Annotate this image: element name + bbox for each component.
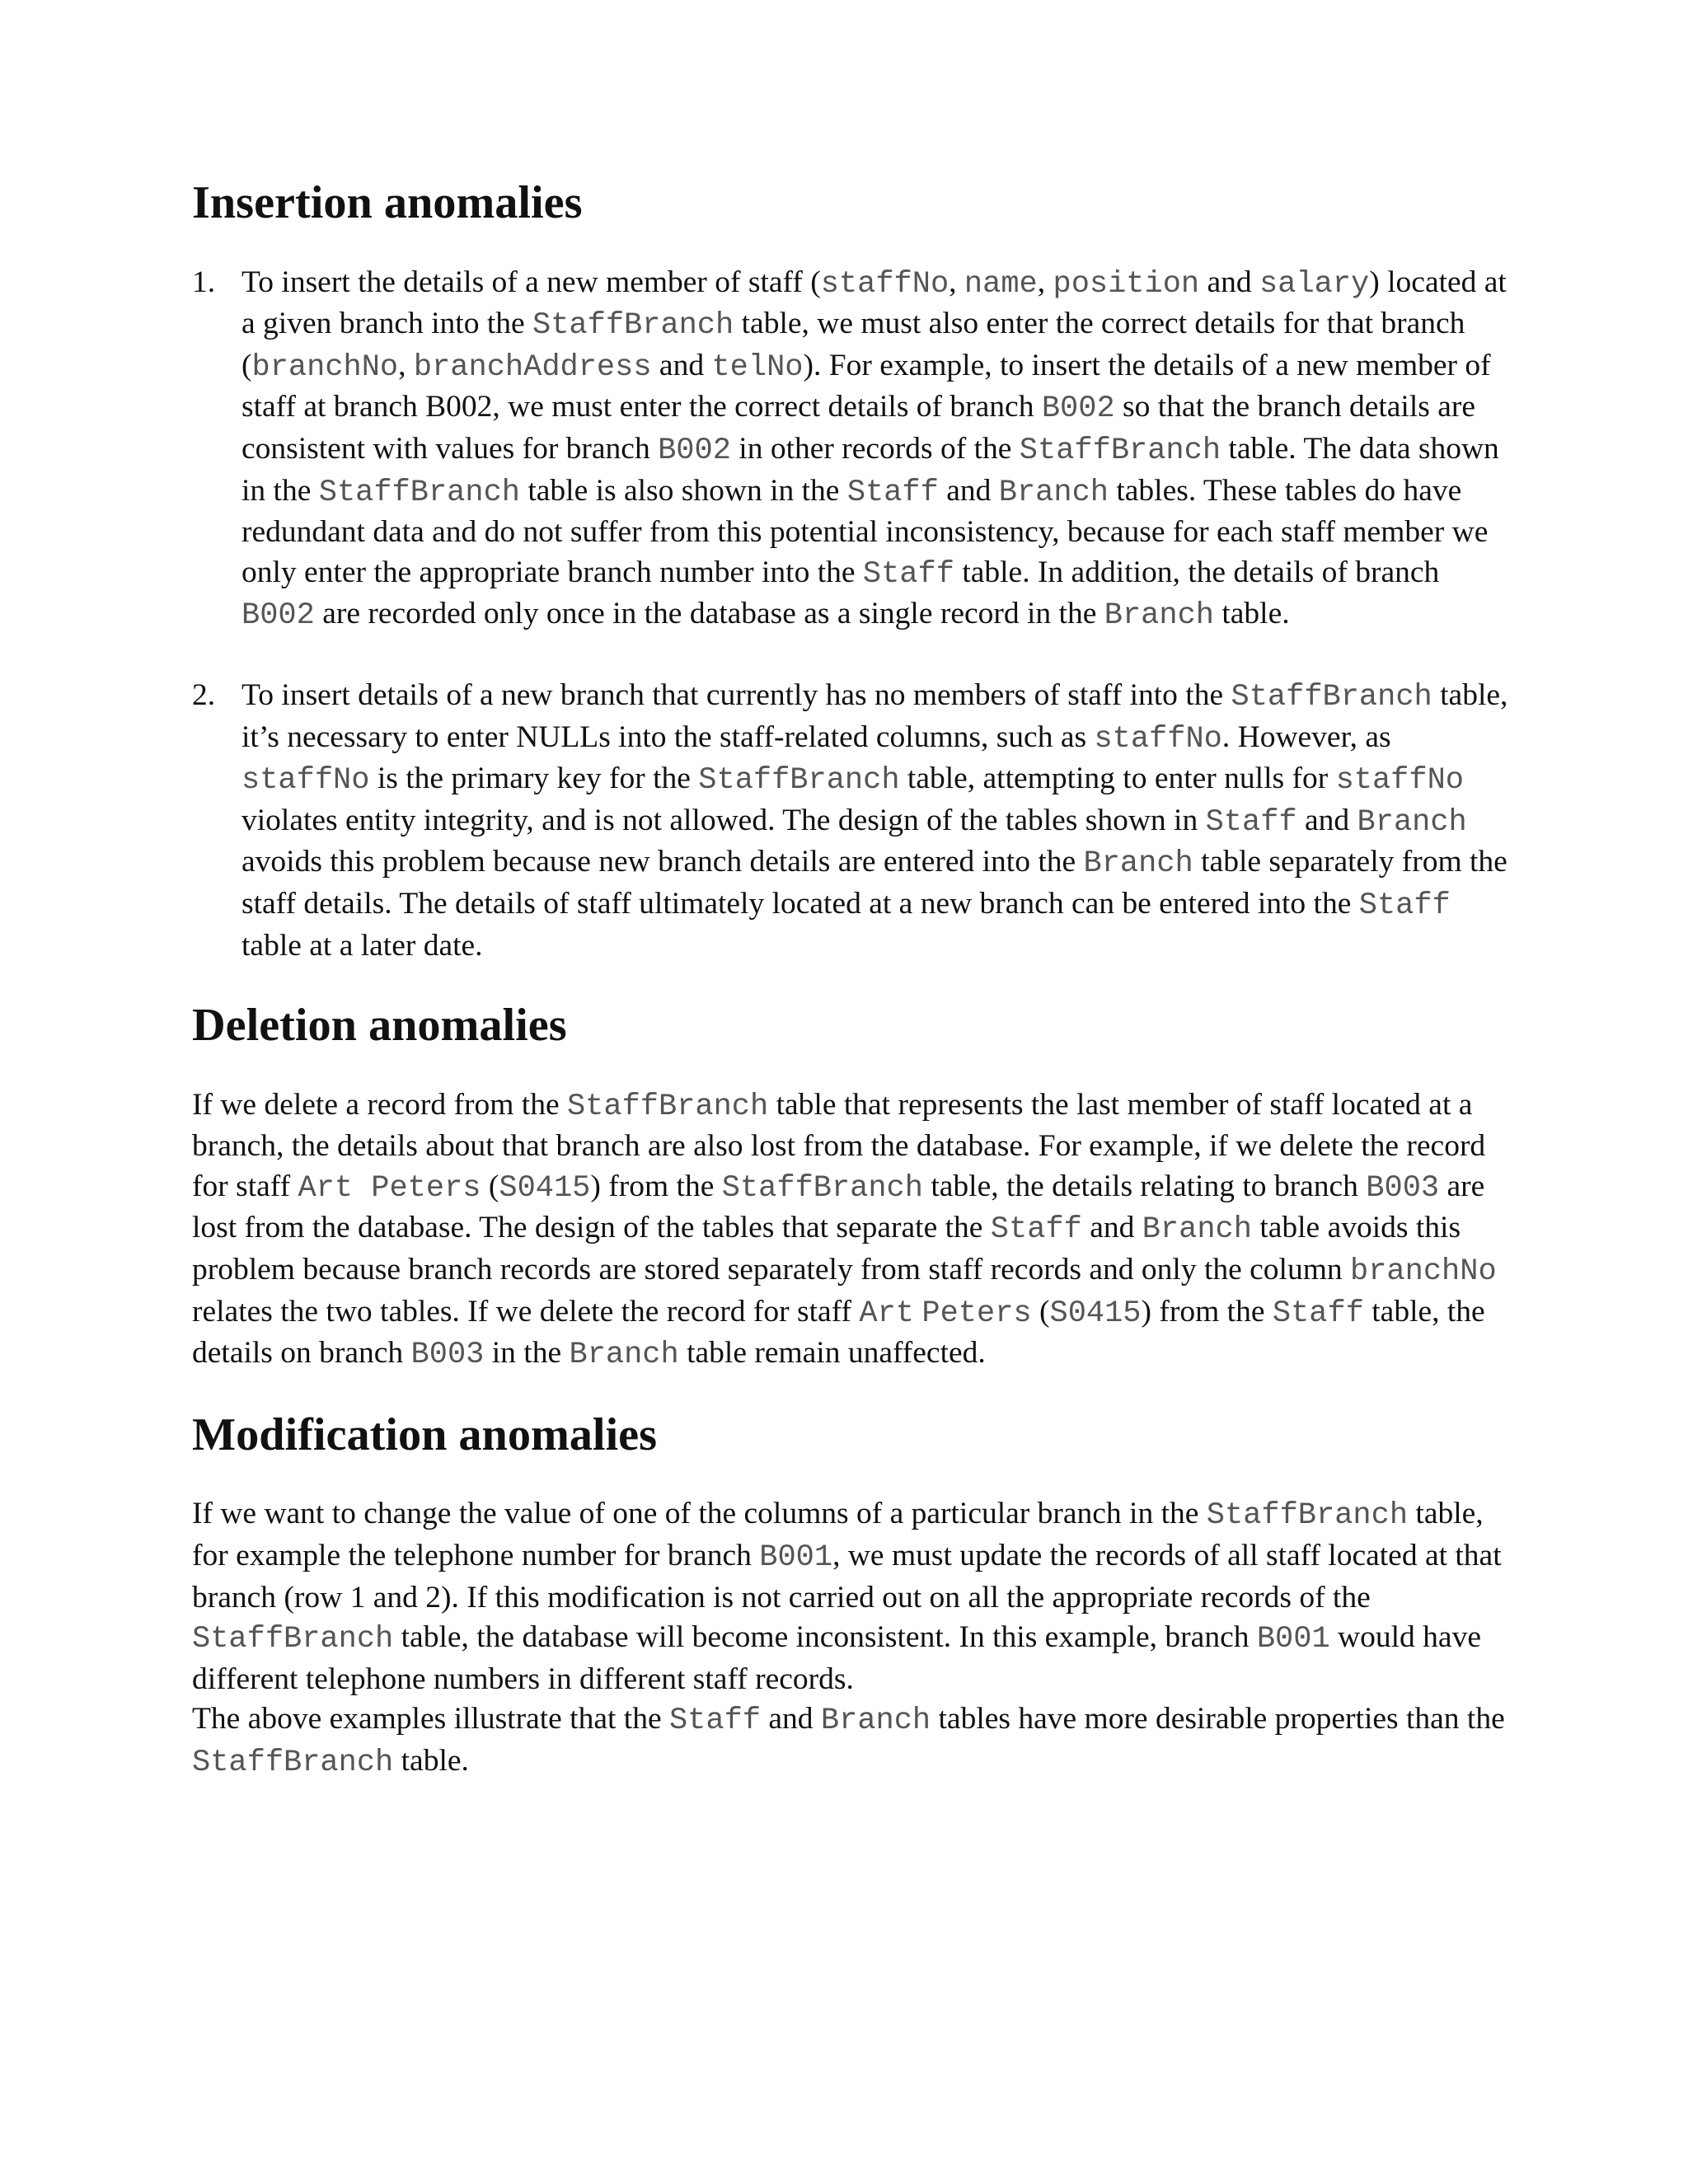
code-term: branchNo [1350,1254,1497,1290]
code-term: StaffBranch [1019,433,1221,468]
code-term: Staff [1358,888,1451,923]
code-term: staffNo [1094,721,1222,757]
code-term: StaffBranch [192,1622,394,1657]
code-term: StaffBranch [566,1089,769,1124]
code-term: Branch [1083,846,1193,882]
heading-insertion-anomalies: Insertion anomalies [192,177,583,228]
list-item-text: To insert the details of a new member of staff (staffNo, name, position and salary) located at a given branch into the StaffBranch table, we must also enter the correct details for that branch (branchNo, branchAddress and telNo). For example, to insert the details of a new member of staff at branch B002, we must enter the correct details of branch B002 so that the branch details are consistent with values for branch B002 in other records of the StaffBranch table. The data shown in the StaffBranch table is also shown in the Staff and Branch tables. These tables do have redundant data and do not suffer from this potential inconsistency, because for each staff member we only enter the appropriate branch number into the Staff table. In addition, the details of branch B002 are recorded only once in the database as a single record in the Branch table. [241,265,1507,634]
code-term: StaffBranch [532,308,734,344]
code-term: StaffBranch [1206,1498,1409,1534]
code-term: Staff [668,1704,761,1739]
code-term: B003 [1366,1170,1440,1206]
code-term: S0415 [1049,1296,1142,1331]
code-term: StaffBranch [698,763,900,799]
code-term: salary [1259,266,1370,302]
code-term: Art Peters [298,1170,481,1206]
code-term: B002 [241,598,315,634]
code-term: B002 [658,433,731,468]
list-item [192,676,1511,966]
code-term: Branch [820,1704,931,1739]
code-term: Branch [569,1338,679,1373]
heading-modification-anomalies: Modification anomalies [192,1408,658,1460]
code-term: branchAddress [413,349,652,385]
code-term: StaffBranch [721,1170,923,1206]
code-term: staffNo [241,763,370,799]
code-term: telNo [711,349,804,385]
code-term: staffNo [820,266,950,302]
code-term: StaffBranch [318,475,520,510]
insertion-anomalies-list [192,263,1511,967]
list-item-text: To insert details of a new branch that currently has no members of staff into the StaffBranch table, it’s necessary to enter NULLs into the staff-related columns, such as staffNo. However, as staffNo is the primary key for the StaffBranch table, attempting to enter nulls for staffNo violates entity integrity, and is not allowed. The design of the tables shown in Staff and Branch avoids this problem because new branch details are entered into the Branch table separately from the staff details. The details of staff ultimately located at a new branch can be entered into the Staff table at a later date. [241,677,1508,963]
list-item [192,263,1511,636]
code-term: Branch [1104,598,1214,634]
code-term: Staff [1272,1296,1364,1331]
list-item-number: 2. [192,677,216,712]
code-term: B002 [1041,391,1115,427]
list-item-number: 1. [192,265,216,299]
code-term: Staff [990,1212,1082,1248]
heading-deletion-anomalies: Deletion anomalies [192,1000,567,1052]
code-term: position [1053,266,1200,302]
code-term: B001 [1256,1622,1330,1657]
code-term: StaffBranch [1231,679,1432,715]
code-term: StaffBranch [192,1746,394,1780]
code-term: staffNo [1335,763,1464,799]
code-term: Staff [846,475,939,510]
code-term: Peters [921,1296,1032,1331]
code-term: Branch [1357,804,1467,840]
code-term: B001 [759,1540,833,1576]
code-term: Branch [998,475,1109,510]
code-term: branchNo [251,349,399,385]
document-page [192,177,1511,1783]
code-term: S0415 [499,1170,591,1206]
code-term: Staff [1205,804,1297,840]
modification-paragraph: If we want to change the value of one of the columns of a particular branch in the StaffBranch table, for example the telephone number for branch B001, we must update the records of all staff located at that branch (row 1 and 2). If this modification is not carried out on all the appropriate records of the StaffBranch table, the database will become inconsistent. In this example, branch B001 would have different telephone numbers in different staff records. [192,1497,1502,1696]
code-term: B003 [410,1338,485,1373]
code-term: Branch [1142,1212,1252,1248]
code-term: Staff [862,556,954,592]
code-term: Art [859,1296,914,1331]
code-term: name [964,266,1038,302]
closing-paragraph: The above examples illustrate that the Staff and Branch tables have more desirable properties than the StaffBranch table. [192,1702,1505,1780]
deletion-paragraph: If we delete a record from the StaffBranch table that represents the last member of staff located at a branch, the details about that branch are also lost from the database. For example, if we delete the record for staff Art Peters (S0415) from the StaffBranch table, the details relating to branch B003 are lost from the database. The design of the tables that separate the Staff and Branch table avoids this problem because branch records are stored separately from staff records and only the column branchNo relates the two tables. If we delete the record for staff Art Peters (S0415) from the Staff table, the details on branch B003 in the Branch table remain unaffected. [192,1087,1497,1373]
